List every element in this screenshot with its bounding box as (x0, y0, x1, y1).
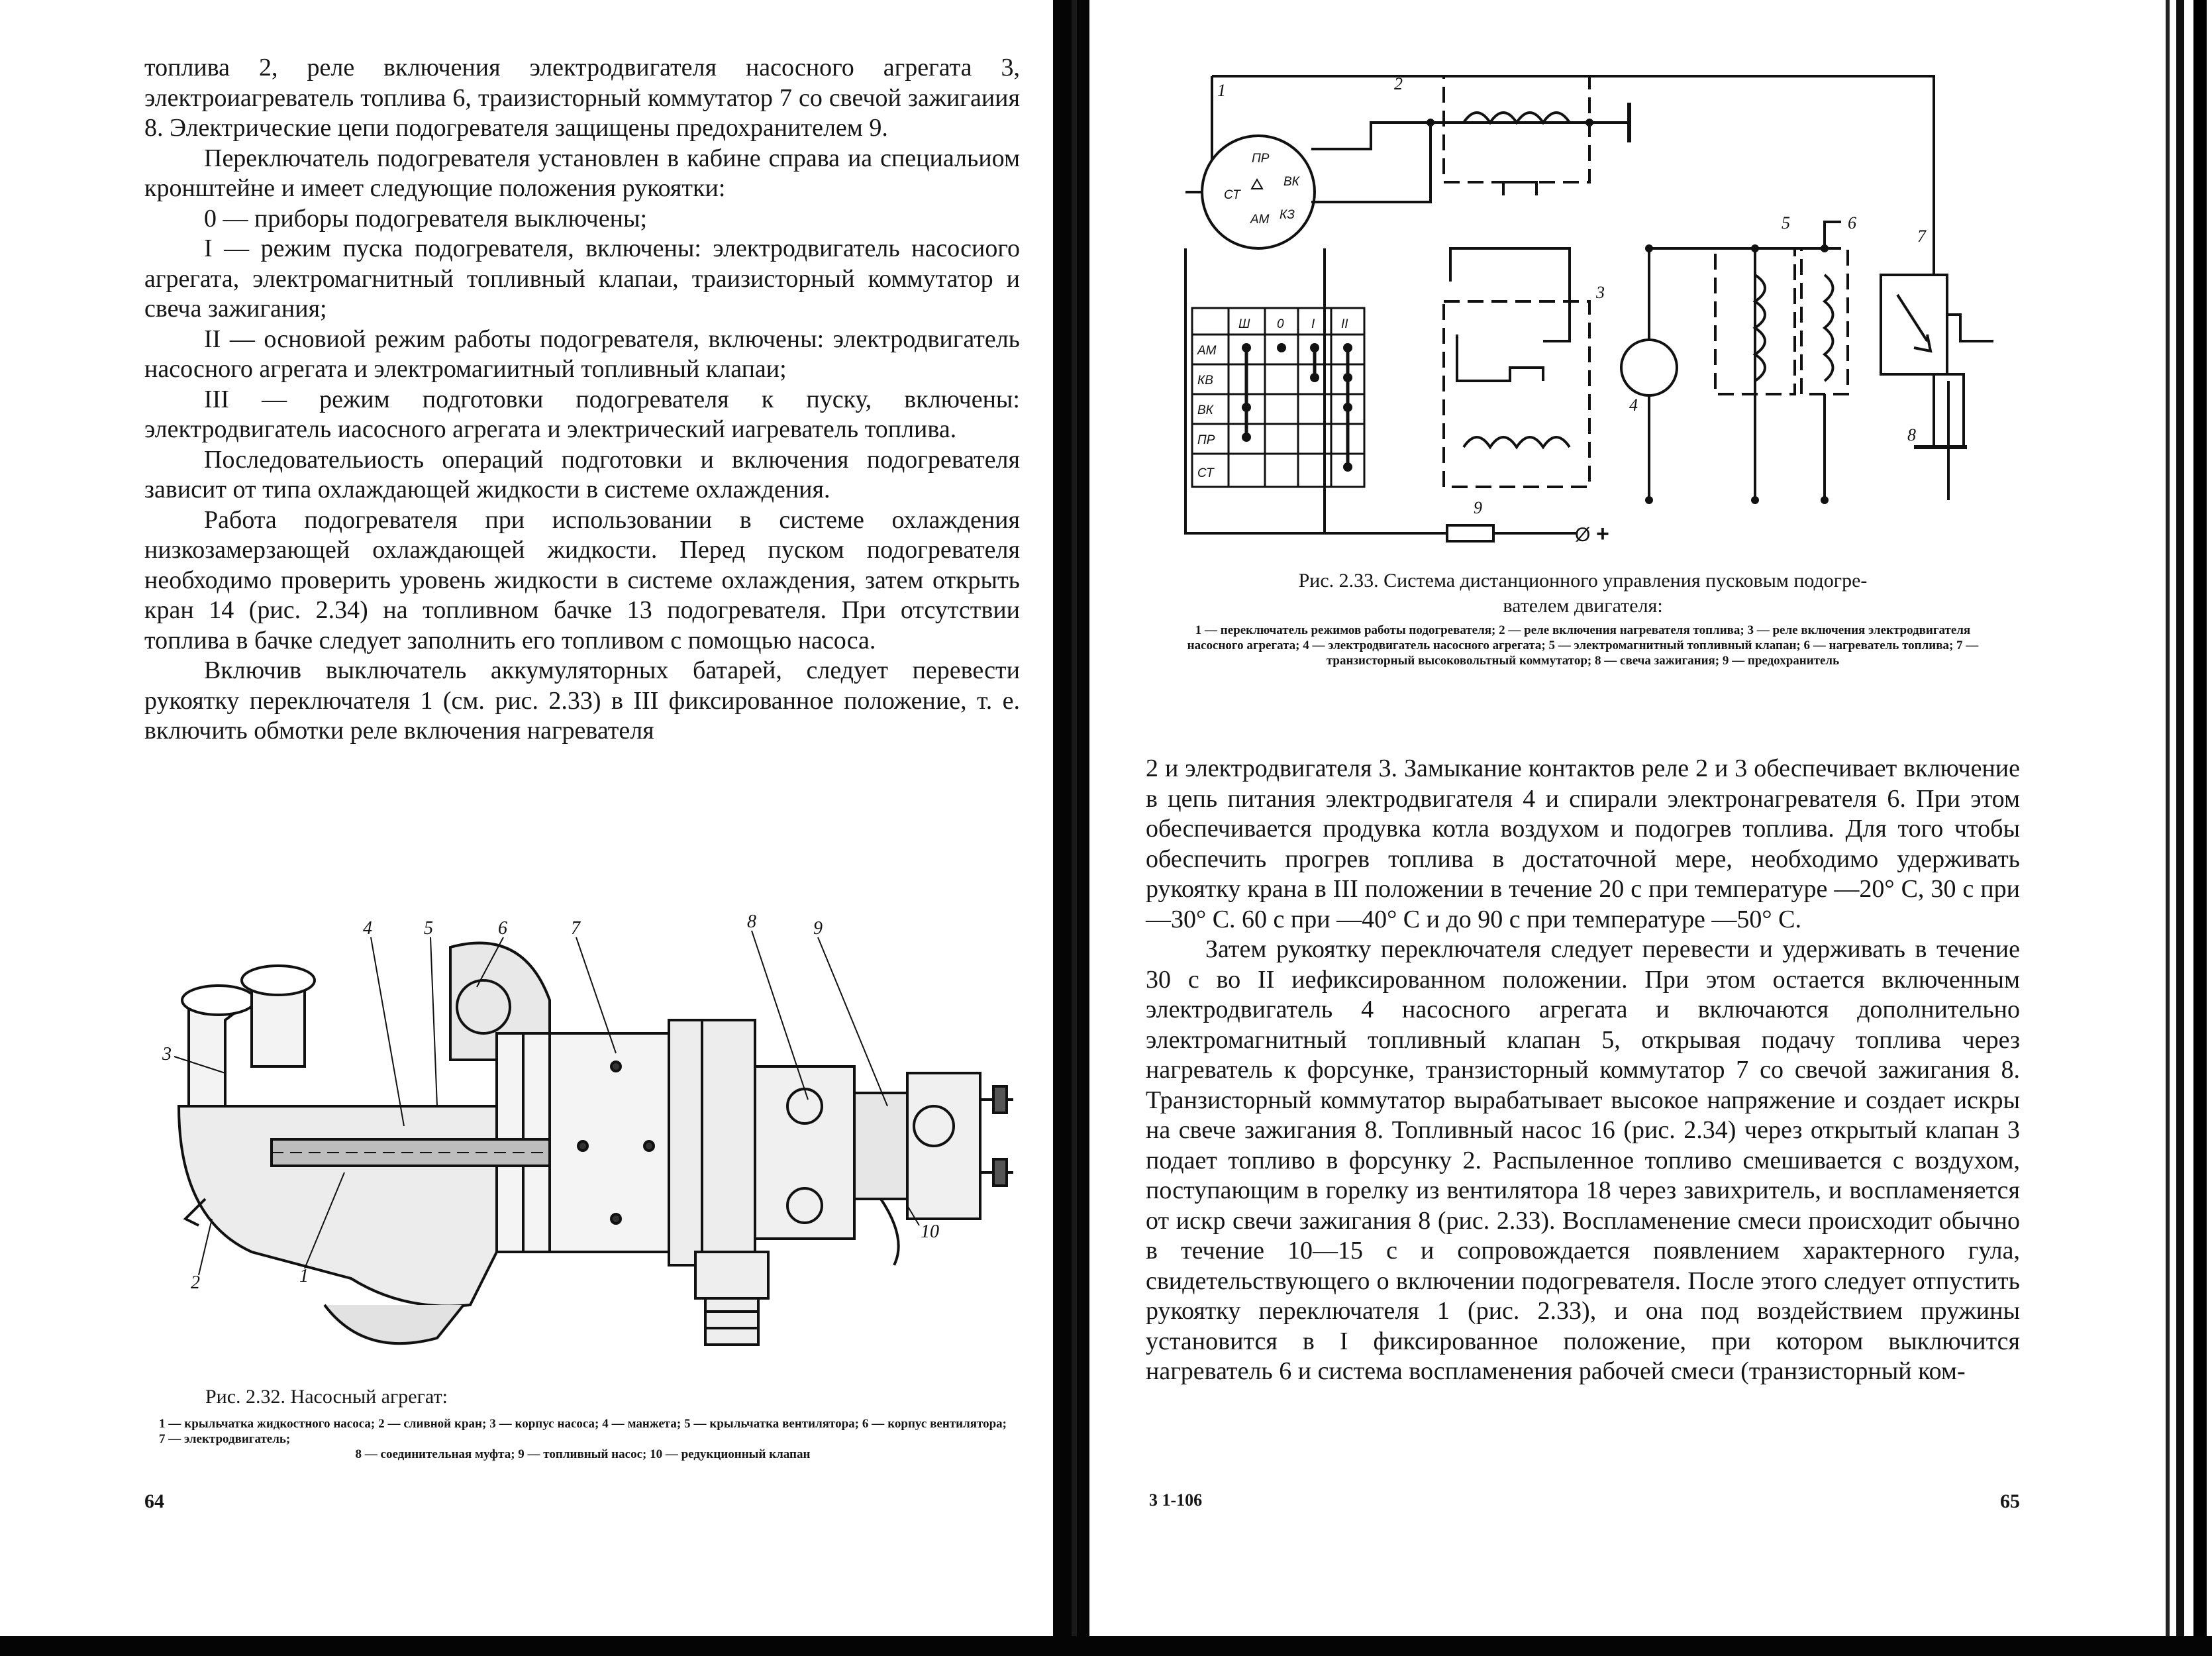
figure-label: 9 (813, 918, 823, 939)
table-row-label: ВК (1197, 403, 1213, 417)
paragraph: Переключатель подогревателя установлен в кабине справа иа специальиом кронштейне и имеет следующие положения рукоятки: (144, 144, 1020, 202)
diagram-label: 9 (1474, 498, 1482, 517)
figure-label: 3 (162, 1044, 172, 1064)
paragraph: II — основиой режим работы подогревателя, включены: электродвигатель насосного агрегата и электромагиитный топливный клапаи; (144, 325, 1020, 383)
diagram-label: 4 (1629, 395, 1638, 415)
table-header: I (1311, 317, 1315, 331)
caption-line: Рис. 2.33. Система дистанционного управления пусковым подогре- (1298, 570, 1868, 592)
figure-caption-legend: 1 — переключатель режимов работы подогревателя; 2 — реле включения нагревателя топлива; 3 — реле включения электродвигателя насосного агрегата; 4 — электродвигатель насосного агрегата; 5 — электромагнитный топливный клапан; 6 — нагреватель топлива; 7 — транзисторный высоковольтный коммутатор; 8 — свеча зажигания; 9 — предохранитель (1187, 623, 1979, 668)
caption-line: вателем двигателя: (1503, 595, 1663, 617)
diagram-label: 8 (1907, 425, 1916, 444)
table-header: II (1341, 317, 1348, 331)
diagram-label: 1 (1217, 81, 1226, 100)
control-system-schematic (1172, 50, 1993, 550)
figure-label: 10 (921, 1221, 939, 1242)
paragraph: топлива 2, реле включения электродвигателя насосного агрегата 3, электроиагреватель топлива 6, траизисторный коммутатор 7 со свечой зажигаиия 8. Электрические цепи подогревателя защищены предохранителем 9. (144, 54, 1020, 142)
legend-line: 1 — крыльчатка жидкостного насоса; 2 — сливной кран; 3 — корпус насоса; 4 — манжета; 5 — крыльчатка вентилятора; 6 — корпус вентилятора; 7 — электродвигатель; (159, 1417, 1007, 1446)
table-row-label: АМ (1197, 344, 1217, 358)
paragraph: Затем рукоятку переключателя следует перевести и удерживать в течение 30 с во II иефиксированном положении. При этом остается включенным электродвигатель 4 насосного агрегата и включаются дополнительно электромагнитный топливный клапан 5, открывая подачу топлива через нагреватель к форсунке, транзисторный коммутатор 7 со свечой зажигания 8. Транзисторный коммутатор вырабатывает высокое напряжение и создает искры на свече зажигания 8. Топливный насос 16 (рис. 2.34) через открытый клапан 3 подает топливо в форсунку 2. Распыленное топливо смешивается с воздухом, поступающим в горелку из вентилятора 18 через завихритель, и воспламеняется от искр свечи зажигания 8 (рис. 2.33). Воспламенение смеси происходит обычно в течение 10—15 с и сопровождается появлением характерного гула, свидетельствующего о включении подогревателя. После этого следует отпустить рукоятку переключателя 1 (рис. 2.33), и она под воздействием пружины установится в I фиксированное положение, при котором выключится нагреватель 6 и система воспламенения рабочей смеси (транзисторный ком- (1146, 935, 2020, 1385)
table-header: 0 (1277, 317, 1284, 331)
pump-unit-drawing (152, 907, 1033, 1358)
figure-caption-title: Рис. 2.32. Насосный агрегат: (205, 1386, 448, 1408)
right-page-text (1146, 754, 2020, 1387)
diagram-label: 3 (1596, 283, 1605, 302)
signature-mark: 3 1-106 (1149, 1490, 1203, 1510)
table-row-label: КВ (1197, 374, 1213, 388)
figure-caption-legend: 8 — соединительная муфта; 9 — топливный насос; 10 — редукционный клапан (355, 1447, 811, 1461)
paragraph: Включив выключатель аккумуляторных батарей, следует перевести рукоятку переключателя 1 (см. рис. 2.33) в III фиксированное положение, т. е. включить обмотки реле включения нагревателя (144, 656, 1020, 745)
figure-label: 7 (571, 918, 580, 939)
figure-label: 5 (424, 918, 433, 939)
page-number: 65 (2000, 1490, 2020, 1512)
page-number: 64 (144, 1490, 164, 1512)
diagram-label: 6 (1848, 213, 1856, 233)
ground-symbol-icon: Ø (1575, 524, 1591, 546)
table-row-label: ПР (1197, 433, 1215, 447)
paragraph: 0 — приборы подогревателя выключены; (204, 204, 648, 233)
figure-caption-title (1199, 568, 1967, 619)
left-page-text (144, 53, 1020, 747)
switch-position-table (1192, 308, 1364, 487)
page-edge-stack (2160, 0, 2212, 1636)
paragraph: III — режим подготовки подогревателя к пуску, включены: электродвигатель иасосного агрегата и электрический иагреватель топлива. (144, 385, 1020, 443)
figure-label: 1 (299, 1266, 309, 1286)
switch-terminal-label: АМ (1250, 213, 1270, 227)
switch-terminal-label: КЗ (1280, 208, 1295, 222)
figure-label: 2 (191, 1272, 200, 1293)
paragraph: 2 и электродвигателя 3. Замыкание контактов реле 2 и 3 обеспечивает включение в цепь питания электродвигателя 4 и спирали электронагревателя 6. При этом обеспечивается продувка котла воздухом и подогрев топлива. Для того чтобы обеспечить прогрев топлива в достаточной мере, необходимо удерживать рукоятку крана в III положении в течение 20 с при температуре —20° С, 30 с при —30° С. 60 с при —40° С и до 90 с при температуре —50° С. (1146, 754, 2020, 933)
plus-terminal-label: + (1596, 521, 1609, 546)
book-spine-line (1072, 0, 1077, 1656)
paragraph: I — режим пуска подогревателя, включены: электродвигатель насосиого агрегата, электромагнитный топливный клапаи, траизисторный коммутатор и свеча зажигания; (144, 234, 1020, 323)
paragraph: Последовательиость операций подготовки и включения подогревателя зависит от типа охлаждающей жидкости в системе охлаждения. (144, 445, 1020, 503)
table-header: Ш (1238, 317, 1250, 331)
figure-label: 4 (363, 918, 372, 939)
switch-terminal-label: ПР (1252, 152, 1270, 166)
figure-caption-legend (159, 1416, 1007, 1447)
diagram-label: 5 (1782, 213, 1790, 233)
figure-label: 8 (747, 911, 756, 932)
switch-terminal-label: СТ (1224, 188, 1240, 202)
table-row-label: СТ (1197, 466, 1214, 480)
switch-terminal-label: ВК (1283, 175, 1299, 189)
paragraph: Работа подогревателя при использовании в системе охлаждения низкозамерзающей охлаждающей жидкости. Перед пуском подогревателя необходимо проверить уровень жидкости в системе охлаждения, затем открыть кран 14 (рис. 2.34) на топливном бачке 13 подогревателя. При отсутствии топлива в бачке следует заполнить его топливом с помощью насоса. (144, 505, 1020, 654)
scan-bottom-border (0, 1636, 2212, 1656)
diagram-label: 2 (1394, 74, 1403, 93)
diagram-label: 7 (1917, 227, 1926, 246)
figure-label: 6 (498, 918, 507, 939)
